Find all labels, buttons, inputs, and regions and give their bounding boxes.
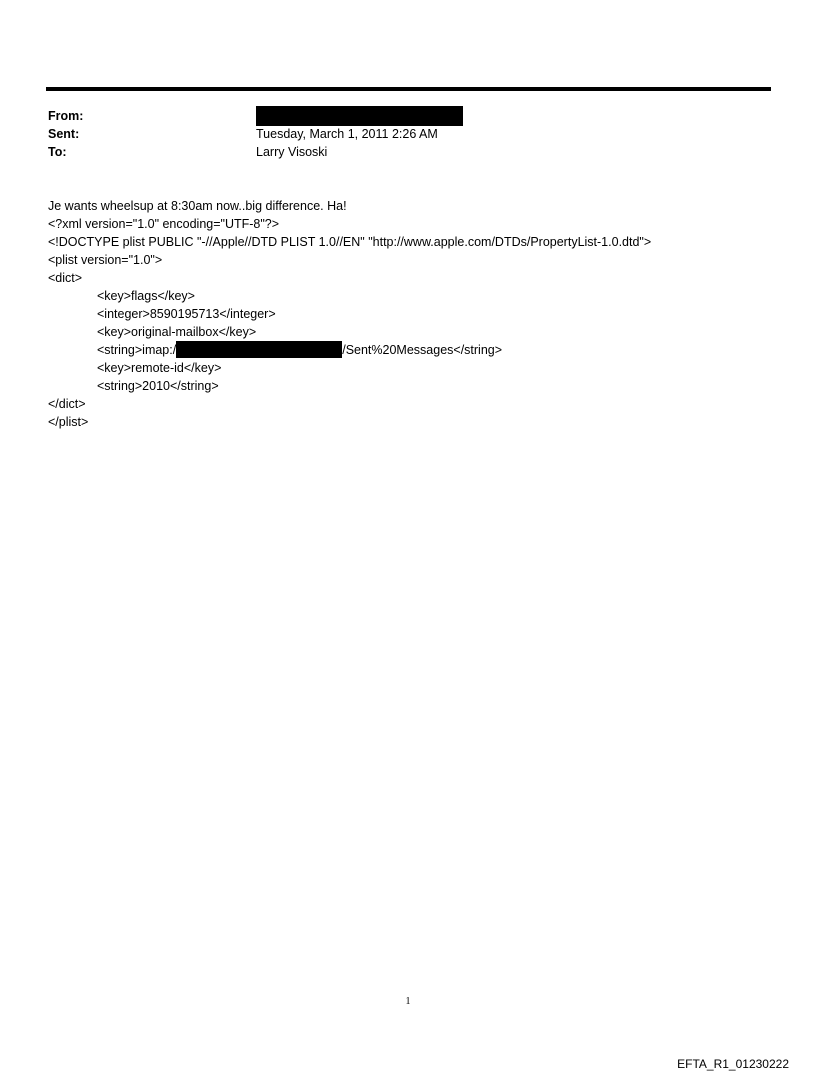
- from-value: [256, 107, 463, 126]
- redaction-box: [256, 106, 463, 126]
- body-line-imap: [48, 341, 651, 359]
- body-line: </dict>: [48, 397, 86, 411]
- document-id: EFTA_R1_01230222: [677, 1057, 789, 1071]
- body-line: <key>original-mailbox</key>: [97, 325, 257, 339]
- imap-suffix: /Sent%20Messages</string>: [342, 343, 503, 357]
- body-line: <string>2010</string>: [97, 379, 219, 393]
- body-line: <integer>8590195713</integer>: [97, 307, 276, 321]
- sent-value: Tuesday, March 1, 2011 2:26 AM: [256, 127, 438, 141]
- from-label: From:: [48, 109, 84, 123]
- body-line: Je wants wheelsup at 8:30am now..big difference. Ha!: [48, 199, 347, 213]
- redaction-box: [176, 341, 342, 358]
- body-line: </plist>: [48, 415, 89, 429]
- email-body: [48, 197, 651, 431]
- imap-prefix: <string>imap:/: [97, 343, 177, 357]
- body-line: <key>flags</key>: [97, 289, 195, 303]
- body-line: <dict>: [48, 271, 83, 285]
- header-rule: [46, 87, 771, 91]
- to-value: Larry Visoski: [256, 145, 328, 159]
- to-label: To:: [48, 145, 67, 159]
- body-line: <plist version="1.0">: [48, 253, 163, 267]
- body-line: <key>remote-id</key>: [97, 361, 222, 375]
- page-number: 1: [405, 996, 411, 1007]
- sent-label: Sent:: [48, 127, 80, 141]
- body-line: <!DOCTYPE plist PUBLIC "-//Apple//DTD PLIST 1.0//EN" "http://www.apple.com/DTDs/PropertyList-1.0.dtd">: [48, 235, 652, 249]
- body-line: <?xml version="1.0" encoding="UTF-8"?>: [48, 217, 280, 231]
